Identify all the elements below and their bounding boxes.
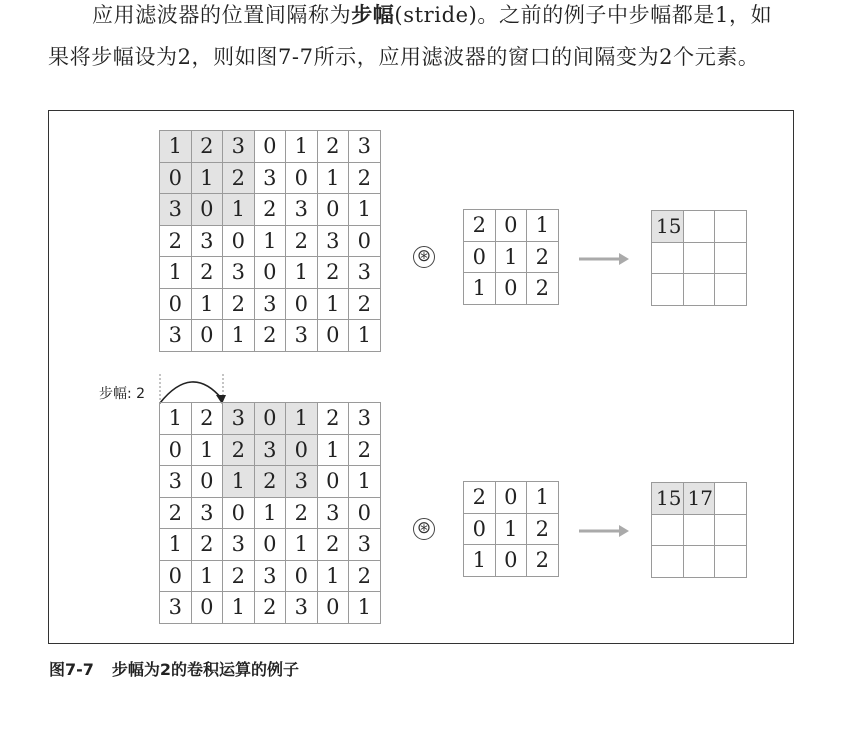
matrix-row	[160, 131, 381, 163]
matrix-cell	[715, 483, 747, 515]
matrix-cell: 1	[191, 560, 223, 592]
paragraph-text-1a: 应用滤波器的位置间隔称为	[92, 3, 352, 27]
matrix-cell: 2	[464, 482, 496, 514]
matrix-cell: 1	[464, 273, 496, 305]
matrix-cell: 0	[317, 320, 349, 352]
matrix-row	[464, 210, 559, 242]
matrix-cell: 0	[286, 560, 318, 592]
matrix-cell: 2	[160, 497, 192, 529]
matrix-cell: 3	[160, 320, 192, 352]
filter-matrix-bottom	[463, 481, 559, 577]
matrix-row	[160, 403, 381, 435]
matrix-cell: 3	[317, 497, 349, 529]
matrix-cell: 1	[349, 466, 381, 498]
matrix-cell: 3	[317, 225, 349, 257]
paragraph-term-stride: 步幅	[351, 3, 395, 27]
matrix-cell: 0	[464, 241, 496, 273]
matrix-cell: 0	[191, 194, 223, 226]
matrix-cell: 2	[254, 320, 286, 352]
figure-number: 图7-7	[49, 660, 94, 679]
matrix-cell: 3	[286, 592, 318, 624]
matrix-row	[160, 194, 381, 226]
matrix-cell: 0	[191, 320, 223, 352]
matrix-cell: 1	[317, 162, 349, 194]
matrix-cell: 2	[191, 257, 223, 289]
matrix-cell: 1	[223, 320, 255, 352]
matrix-row	[160, 225, 381, 257]
matrix-cell: 2	[191, 529, 223, 561]
matrix-cell: 1	[317, 434, 349, 466]
input-matrix-top	[159, 130, 381, 352]
matrix-cell	[715, 546, 747, 578]
matrix-cell: 3	[254, 288, 286, 320]
matrix-cell: 2	[286, 497, 318, 529]
matrix-cell	[683, 211, 715, 243]
matrix-cell: 1	[495, 513, 527, 545]
matrix-cell: 2	[160, 225, 192, 257]
matrix-cell: 3	[191, 225, 223, 257]
matrix-cell: 3	[286, 194, 318, 226]
matrix-cell: 0	[223, 225, 255, 257]
output-matrix-bottom	[651, 482, 747, 578]
matrix-cell: 2	[349, 288, 381, 320]
matrix-cell: 1	[286, 257, 318, 289]
matrix-row	[160, 529, 381, 561]
matrix-cell: 2	[464, 210, 496, 242]
matrix-cell: 2	[254, 194, 286, 226]
matrix-cell: 3	[223, 403, 255, 435]
matrix-cell: 0	[464, 513, 496, 545]
arrow-right-icon	[579, 252, 639, 266]
filter-matrix-top	[463, 209, 559, 305]
matrix-cell: 0	[160, 434, 192, 466]
matrix-cell: 1	[254, 497, 286, 529]
matrix-cell: 2	[349, 162, 381, 194]
matrix-cell: 2	[349, 560, 381, 592]
figure-caption-text: 步幅为2的卷积运算的例子	[111, 660, 300, 679]
matrix-cell: 2	[191, 131, 223, 163]
matrix-cell: 1	[349, 320, 381, 352]
matrix-row	[160, 560, 381, 592]
matrix-cell: 0	[223, 497, 255, 529]
paragraph-line-2	[48, 36, 838, 79]
matrix-cell: 0	[349, 225, 381, 257]
matrix-cell: 3	[349, 131, 381, 163]
matrix-cell: 0	[286, 288, 318, 320]
matrix-cell: 3	[223, 257, 255, 289]
matrix-row	[464, 273, 559, 305]
matrix-cell: 15	[652, 483, 684, 515]
matrix-row	[652, 242, 747, 274]
matrix-cell: 0	[317, 466, 349, 498]
matrix-cell: 0	[317, 194, 349, 226]
matrix-cell: 2	[527, 545, 559, 577]
matrix-cell: 2	[223, 162, 255, 194]
matrix-cell: 0	[191, 592, 223, 624]
matrix-cell	[683, 546, 715, 578]
figure-caption	[49, 657, 299, 680]
matrix-cell: 1	[254, 225, 286, 257]
matrix-cell: 1	[223, 194, 255, 226]
output-matrix-top	[651, 210, 747, 306]
matrix-cell	[652, 546, 684, 578]
matrix-cell: 3	[286, 466, 318, 498]
matrix-cell: 1	[191, 434, 223, 466]
matrix-cell: 3	[349, 257, 381, 289]
matrix-cell: 1	[286, 131, 318, 163]
matrix-cell: 0	[495, 273, 527, 305]
matrix-cell: 2	[286, 225, 318, 257]
matrix-row	[652, 211, 747, 243]
matrix-cell	[683, 242, 715, 274]
convolution-operator-icon: ⊛	[413, 518, 435, 540]
matrix-row	[652, 514, 747, 546]
input-matrix-bottom	[159, 402, 381, 624]
matrix-cell: 2	[223, 288, 255, 320]
matrix-cell: 2	[191, 403, 223, 435]
matrix-row	[652, 274, 747, 306]
paragraph-line-1	[48, 0, 838, 37]
matrix-cell: 15	[652, 211, 684, 243]
matrix-cell: 1	[349, 194, 381, 226]
matrix-cell	[652, 514, 684, 546]
matrix-cell: 3	[160, 592, 192, 624]
matrix-cell: 0	[191, 466, 223, 498]
matrix-row	[652, 546, 747, 578]
matrix-cell	[715, 211, 747, 243]
matrix-cell: 2	[349, 434, 381, 466]
matrix-cell: 3	[286, 320, 318, 352]
matrix-row	[160, 592, 381, 624]
matrix-cell: 0	[286, 434, 318, 466]
matrix-cell: 1	[191, 162, 223, 194]
matrix-cell: 1	[191, 288, 223, 320]
matrix-cell	[683, 514, 715, 546]
matrix-cell: 1	[160, 257, 192, 289]
matrix-cell: 2	[223, 560, 255, 592]
matrix-cell: 1	[317, 288, 349, 320]
matrix-row	[160, 434, 381, 466]
matrix-row	[464, 545, 559, 577]
matrix-cell: 2	[527, 241, 559, 273]
matrix-cell: 2	[317, 131, 349, 163]
matrix-cell: 0	[254, 257, 286, 289]
matrix-cell	[652, 242, 684, 274]
matrix-cell: 0	[160, 288, 192, 320]
matrix-cell: 1	[286, 403, 318, 435]
matrix-cell: 1	[160, 529, 192, 561]
convolution-operator-icon: ⊛	[413, 246, 435, 268]
matrix-cell: 2	[527, 273, 559, 305]
arrow-right-icon	[579, 524, 639, 538]
matrix-row	[160, 162, 381, 194]
matrix-cell: 3	[191, 497, 223, 529]
matrix-cell	[715, 274, 747, 306]
matrix-cell: 0	[495, 545, 527, 577]
matrix-cell: 0	[495, 210, 527, 242]
matrix-cell: 0	[160, 560, 192, 592]
matrix-cell: 2	[317, 403, 349, 435]
matrix-cell: 2	[254, 592, 286, 624]
matrix-cell: 1	[223, 592, 255, 624]
matrix-cell: 3	[254, 560, 286, 592]
matrix-cell: 0	[254, 403, 286, 435]
matrix-cell: 3	[160, 194, 192, 226]
matrix-cell	[683, 274, 715, 306]
matrix-cell: 1	[527, 210, 559, 242]
matrix-cell: 0	[317, 592, 349, 624]
paragraph-text-1b: (stride)。之前的例子中步幅都是1，如	[394, 3, 773, 27]
matrix-cell: 0	[286, 162, 318, 194]
matrix-cell: 3	[160, 466, 192, 498]
matrix-cell: 3	[223, 131, 255, 163]
matrix-cell	[652, 274, 684, 306]
matrix-cell: 3	[349, 403, 381, 435]
stride-label: 步幅: 2	[99, 386, 146, 402]
matrix-cell: 2	[527, 513, 559, 545]
matrix-cell: 2	[317, 257, 349, 289]
matrix-cell: 3	[254, 434, 286, 466]
matrix-row	[160, 497, 381, 529]
matrix-cell: 3	[254, 162, 286, 194]
matrix-cell	[715, 242, 747, 274]
matrix-cell: 1	[464, 545, 496, 577]
matrix-cell: 2	[223, 434, 255, 466]
matrix-cell: 3	[349, 529, 381, 561]
matrix-row	[464, 513, 559, 545]
matrix-cell	[715, 514, 747, 546]
matrix-row	[160, 288, 381, 320]
matrix-cell: 0	[254, 529, 286, 561]
matrix-cell: 0	[160, 162, 192, 194]
matrix-row	[160, 257, 381, 289]
matrix-row	[464, 241, 559, 273]
matrix-cell: 2	[317, 529, 349, 561]
matrix-cell: 0	[349, 497, 381, 529]
matrix-row	[652, 483, 747, 515]
matrix-cell: 17	[683, 483, 715, 515]
matrix-cell: 1	[160, 403, 192, 435]
matrix-cell: 1	[286, 529, 318, 561]
matrix-cell: 1	[160, 131, 192, 163]
matrix-cell: 0	[495, 482, 527, 514]
matrix-cell: 1	[349, 592, 381, 624]
matrix-cell: 1	[317, 560, 349, 592]
matrix-row	[160, 466, 381, 498]
paragraph-text-2: 果将步幅设为2，则如图7-7所示，应用滤波器的窗口的间隔变为2个元素。	[48, 45, 760, 69]
matrix-row	[160, 320, 381, 352]
matrix-cell: 1	[223, 466, 255, 498]
matrix-cell: 3	[223, 529, 255, 561]
matrix-row	[464, 482, 559, 514]
matrix-cell: 1	[527, 482, 559, 514]
matrix-cell: 2	[254, 466, 286, 498]
matrix-cell: 0	[254, 131, 286, 163]
matrix-cell: 1	[495, 241, 527, 273]
